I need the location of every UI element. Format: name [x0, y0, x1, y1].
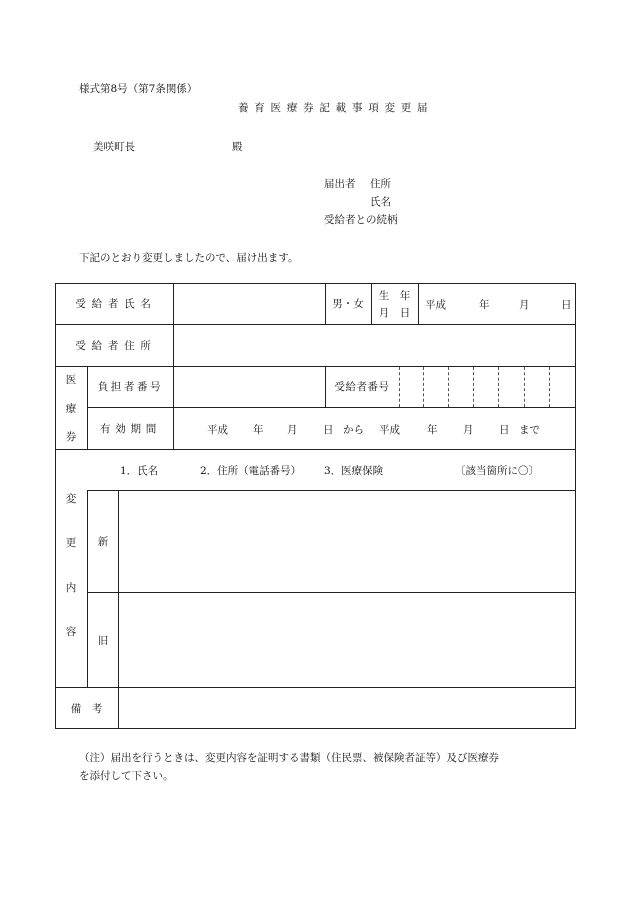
addressee-name: 美咲町長: [93, 141, 135, 153]
recipient-name-label: 受給者氏名: [75, 298, 157, 310]
medical-ticket-char-2: 療: [65, 402, 77, 415]
change-form-table: [55, 283, 576, 729]
change-char-1: 変: [65, 493, 77, 505]
medical-ticket-char-3: 券: [65, 431, 77, 443]
validity-from-label: から: [343, 424, 364, 436]
birth-era: 平成: [425, 299, 446, 311]
validity-to-day-unit: 日: [499, 424, 510, 436]
old-contents-field[interactable]: [119, 593, 574, 686]
addressee-honorific: 殿: [232, 141, 243, 153]
recipient-name-field[interactable]: [174, 284, 324, 323]
validity-from-day-unit: 日: [323, 424, 334, 436]
validity-period-label: 有効期間: [100, 422, 161, 435]
medical-ticket-label: [55, 372, 87, 444]
payer-number-field[interactable]: [174, 367, 324, 406]
option-address-phone[interactable]: 2．住所（電話番号）: [200, 465, 302, 477]
form-number: 様式第8号（第7条関係）: [79, 83, 198, 95]
birth-month-unit: 月: [519, 299, 530, 311]
validity-to-year-unit: 年: [427, 424, 438, 436]
change-char-4: 容: [65, 625, 77, 638]
document-title: 養育医療券記載事項変更届: [238, 102, 434, 114]
note-line-2: を添付して下さい。: [79, 770, 174, 782]
new-label: 新: [97, 536, 109, 548]
birth-label-line1: 生 年: [378, 289, 411, 302]
medical-ticket-char-1: 医: [65, 374, 77, 386]
new-contents-field[interactable]: [119, 491, 574, 591]
validity-until-label: まで: [519, 424, 540, 436]
validity-to-month-unit: 月: [463, 424, 474, 436]
payer-number-label: 負担者番号: [97, 381, 164, 393]
applicant-address-label: 住所: [370, 178, 391, 190]
change-contents-label: [55, 491, 87, 639]
remarks-label: 備 考: [70, 702, 103, 715]
applicant-label: 届出者: [324, 178, 356, 190]
recipient-number-label: 受給者番号: [334, 381, 390, 393]
remarks-field[interactable]: [119, 688, 574, 727]
validity-to-era: 平成: [379, 424, 400, 436]
change-char-2: 更: [65, 537, 77, 550]
validity-from-year-unit: 年: [253, 424, 264, 436]
sex-selection[interactable]: 男・女: [332, 298, 364, 310]
validity-from-month-unit: 月: [287, 424, 298, 436]
intro-text: 下記のとおり変更しましたので、届け出ます。: [79, 252, 299, 264]
options-note: 〔該当箇所に〇〕: [455, 465, 539, 477]
option-name[interactable]: 1．氏名: [120, 465, 159, 477]
birth-day-unit: 日: [561, 299, 572, 311]
change-char-3: 内: [65, 581, 77, 594]
option-medical-insurance[interactable]: 3．医療保険: [324, 465, 384, 477]
birth-year-unit: 年: [479, 299, 490, 311]
recipient-address-label: 受給者住所: [75, 339, 157, 352]
applicant-name-label: 氏名: [370, 196, 391, 208]
birth-label-line2: 月 日: [378, 306, 411, 319]
recipient-address-field[interactable]: [174, 325, 574, 365]
old-label: 旧: [97, 634, 109, 647]
recipient-number-field[interactable]: [400, 367, 574, 406]
validity-from-era: 平成: [207, 424, 228, 436]
note-line-1: （注）届出を行うときは、変更内容を証明する書類（住民票、被保険者証等）及び医療券: [79, 752, 499, 764]
applicant-relation-label: 受給者との続柄: [324, 214, 398, 226]
